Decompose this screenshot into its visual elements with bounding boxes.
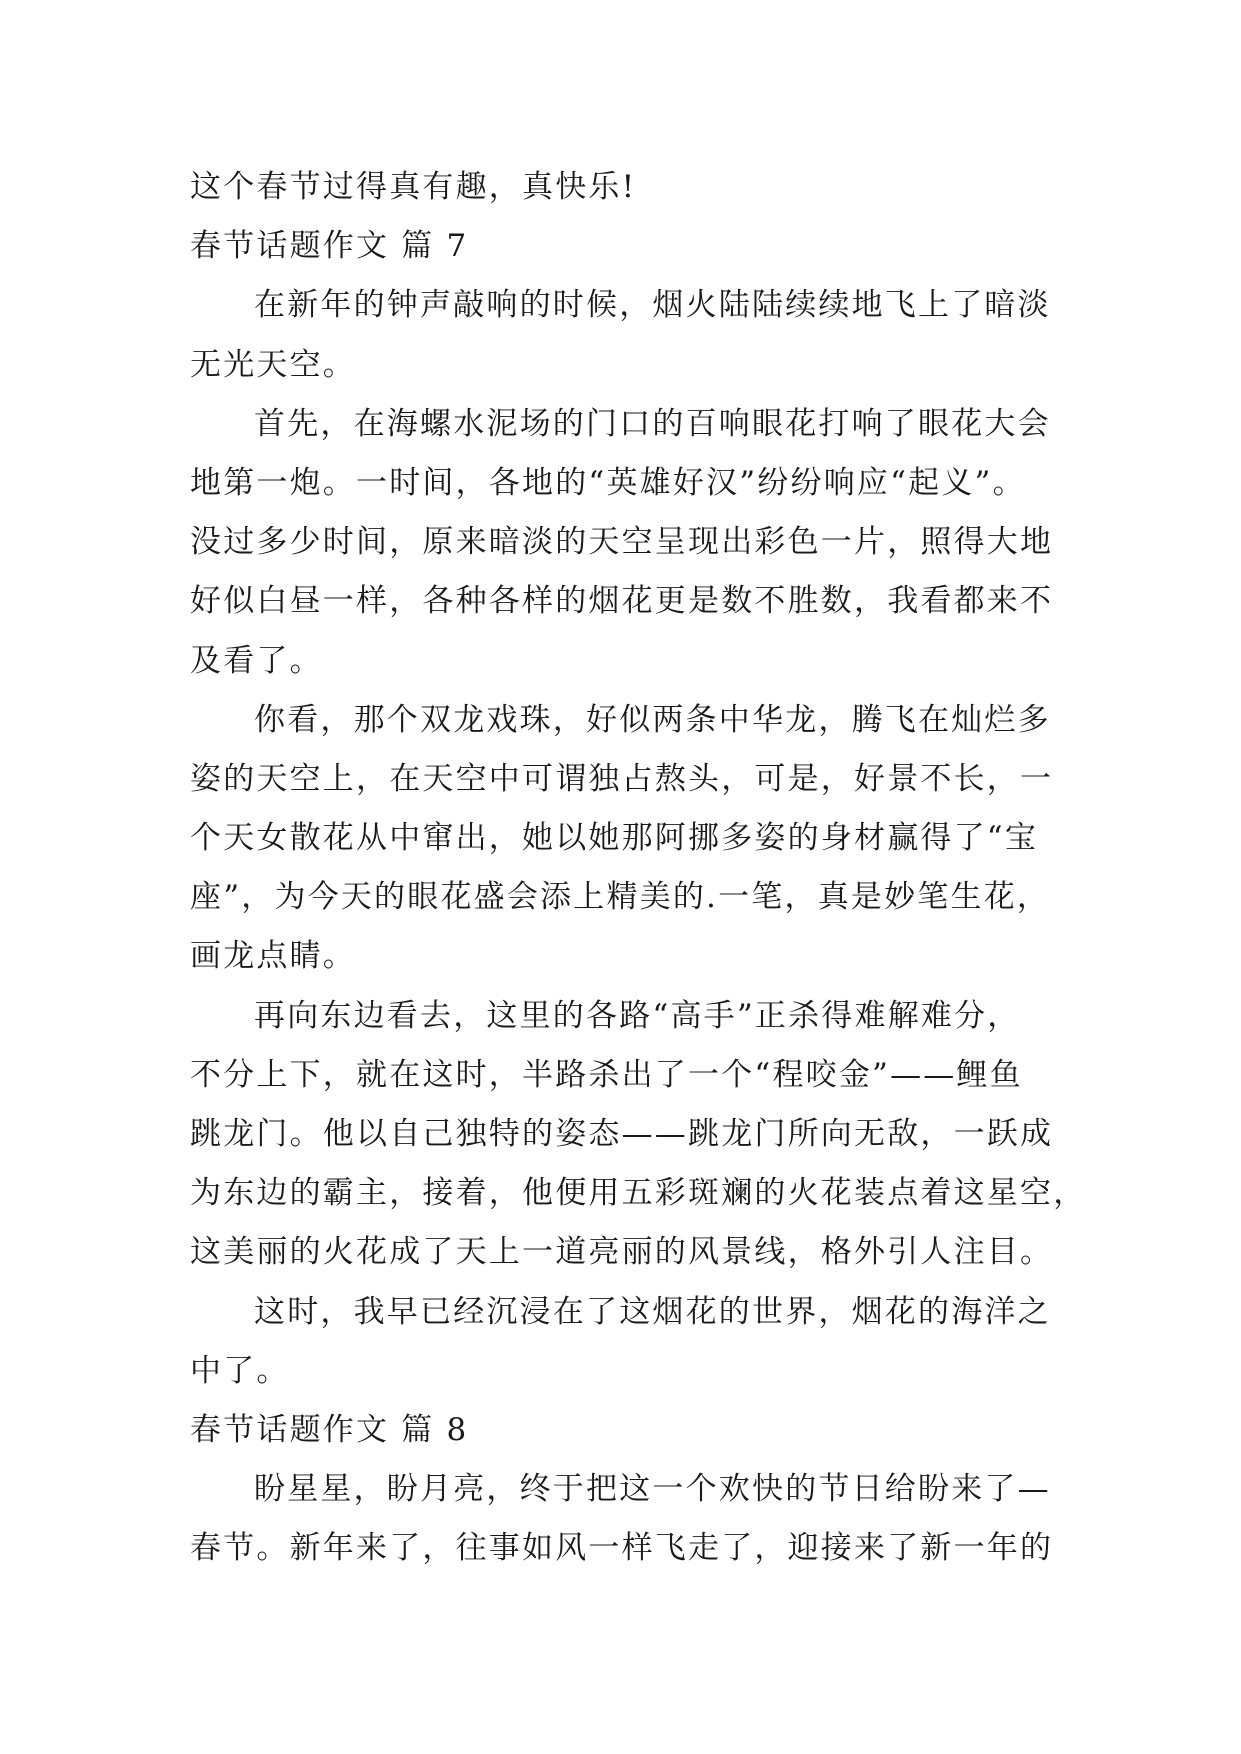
paragraph-line: 中了。 — [190, 1352, 290, 1389]
paragraph-line: 不分上下，就在这时，半路杀出了一个“程咬金”——鲤鱼 — [190, 1056, 1023, 1093]
paragraph-line: 跳龙门。他以自己独特的姿态——跳龙门所向无敌，一跃成 — [190, 1116, 1054, 1152]
paragraph-line: 春节。新年来了，往事如风一样飞走了，迎接来了新一年的 — [190, 1530, 1054, 1567]
paragraph-line: 地第一炮。一时间，各地的“英雄好汉”纷纷响应“起义”。 — [190, 464, 1026, 501]
paragraph-line: 在新年的钟声敲响的时候，烟火陆陆续续地飞上了暗淡 — [254, 287, 1051, 324]
paragraph-line: 座”，为今天的眼花盛会添上精美的.一笔，真是妙笔生花， — [190, 879, 1051, 916]
paragraph-line: 无光天空。 — [190, 346, 356, 383]
paragraph-line: 再向东边看去，这里的各路“高手”正杀得难解难分， — [254, 997, 1021, 1034]
paragraph-line: 首先，在海螺水泥场的门口的百响眼花打响了眼花大会 — [254, 405, 1051, 442]
paragraph-line: 画龙点睛。 — [190, 938, 356, 975]
essay-body — [190, 158, 1087, 1579]
paragraph-line: 你看，那个双龙戏珠，好似两条中华龙，腾飞在灿烂多 — [254, 701, 1051, 738]
paragraph-line-ending: 这个春节过得真有趣，真快乐! — [190, 169, 637, 205]
paragraph-line: 好似白昼一样，各种各样的烟花更是数不胜数，我看都来不 — [190, 583, 1054, 620]
section-heading-8: 春节话题作文 篇 8 — [190, 1411, 469, 1448]
paragraph-line: 及看了。 — [190, 642, 323, 679]
section-heading-7: 春节话题作文 篇 7 — [190, 228, 469, 265]
paragraph-line: 没过多少时间，原来暗淡的天空呈现出彩色一片，照得大地 — [190, 524, 1054, 561]
paragraph-line: 为东边的霸主，接着，他便用五彩斑斓的火花装点着这星空， — [190, 1175, 1087, 1212]
paragraph-line: 盼星星，盼月亮，终于把这一个欢快的节日给盼来了— — [254, 1471, 1051, 1508]
paragraph-line: 个天女散花从中窜出，她以她那阿挪多姿的身材赢得了“宝 — [190, 820, 1039, 857]
paragraph-line: 这时，我早已经沉浸在了这烟花的世界，烟花的海洋之 — [254, 1293, 1051, 1330]
paragraph-line: 姿的天空上，在天空中可谓独占熬头，可是，好景不长，一 — [190, 760, 1054, 797]
paragraph-line: 这美丽的火花成了天上一道亮丽的风景线，格外引人注目。 — [190, 1234, 1054, 1271]
